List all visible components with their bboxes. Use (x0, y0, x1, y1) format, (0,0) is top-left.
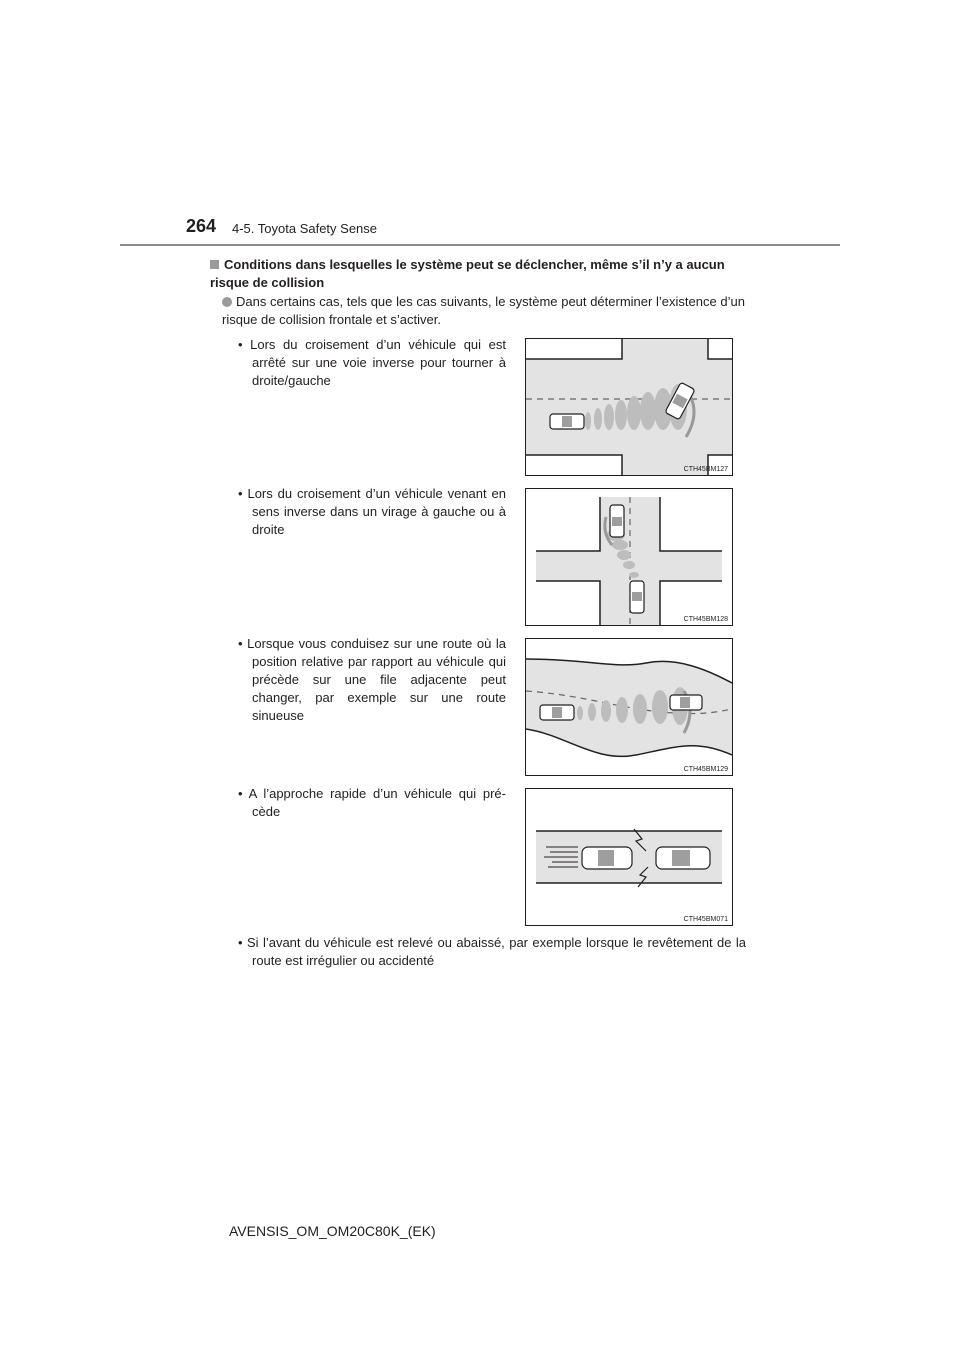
figure-illustration (526, 339, 732, 475)
list-item-text: • Lorsque vous conduisez sur une route où la position relative par rapport au véhicule qui précède sur une file adjacente peut changer, par exemple sur une route sinueuse (238, 636, 506, 723)
list-item (238, 934, 746, 970)
header-rule (120, 244, 840, 246)
list-item (238, 635, 506, 725)
square-bullet-icon (210, 260, 219, 269)
section-title: 4-5. Toyota Safety Sense (232, 221, 378, 236)
list-item (238, 785, 506, 821)
figure-code: CTH45BM128 (683, 616, 728, 623)
list-item-text: • Si l’avant du véhicule est relevé ou abaissé, par exemple lorsque le revêtement de la route est irrégulier ou accidenté (238, 935, 746, 968)
section-heading (210, 256, 755, 292)
figure-illustration (526, 489, 732, 625)
section-heading-text: Conditions dans lesquelles le système peut se déclencher, même s’il n’y a aucun risque de collision (210, 257, 725, 290)
figure-code: CTH45BM071 (683, 916, 728, 923)
round-bullet-icon (222, 297, 232, 307)
list-item (238, 336, 506, 390)
intro-text: Dans certains cas, tels que les cas suivants, le système peut déterminer l’existence d’un risque de collision frontale et s’activer. (222, 294, 745, 327)
list-item (238, 485, 506, 539)
figure-illustration (526, 789, 732, 925)
intro-paragraph (222, 293, 745, 329)
figure-oncoming-in-curve (525, 488, 733, 626)
figure-winding-road (525, 638, 733, 776)
page-number: 264 (186, 216, 217, 236)
footer-document-code: AVENSIS_OM_OM20C80K_(EK) (229, 1223, 436, 1239)
figure-crossing-stopped-vehicle (525, 338, 733, 476)
figure-rapid-approach (525, 788, 733, 926)
figure-illustration (526, 639, 732, 775)
figure-code: CTH45BM127 (683, 466, 728, 473)
figure-code: CTH45BM129 (683, 766, 728, 773)
list-item-text: • Lors du croisement d’un véhicule qui est arrêté sur une voie inverse pour tourner à droite/gauche (238, 337, 506, 388)
list-item-text: • A l’approche rapide d’un véhicule qui pré-cède (238, 786, 506, 819)
list-item-text: • Lors du croisement d’un véhicule venant en sens inverse dans un virage à gauche ou à droite (238, 486, 506, 537)
